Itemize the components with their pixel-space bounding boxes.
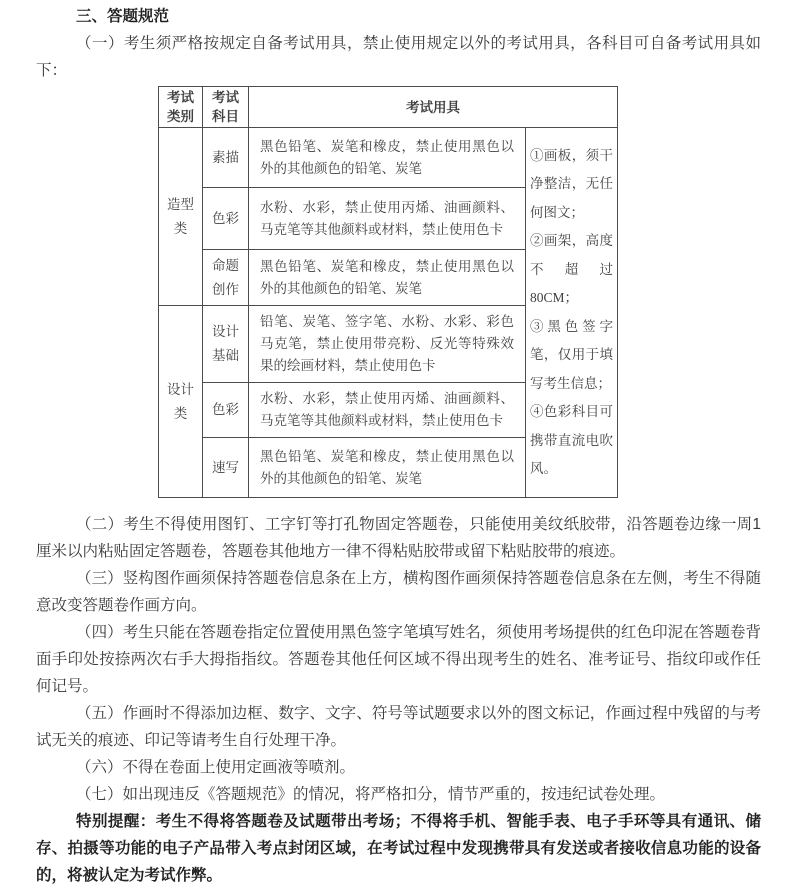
- paragraph-5: （五）作画时不得添加边框、数字、文字、符号等试题要求以外的图文标记，作画过程中残留的与考试无关的痕迹、印记等请考生自行处理干净。: [36, 705, 761, 749]
- tools-design-basics: 铅笔、炭笔、签字笔、水粉、水彩、彩色马克笔，禁止使用带亮粉、反光等特殊效果的绘画材料，禁止使用色卡: [249, 306, 526, 383]
- note-2: ②画架，高度不超过80CM；: [530, 233, 613, 305]
- note-3: ③黑色签字笔，仅用于填写考生信息；: [530, 318, 613, 391]
- tools-sketch: 黑色铅笔、炭笔和橡皮，禁止使用黑色以外的其他颜色的铅笔、炭笔: [249, 128, 526, 188]
- subject-color-design: 色彩: [203, 383, 249, 438]
- paragraph-3: （三）竖构图作画须保持答题卷信息条在上方，横构图作画须保持答题卷信息条在左侧，考生不得随意改变答题卷作画方向。: [36, 570, 761, 614]
- paragraph-1: （一）考生须严格按规定自备考试用具，禁止使用规定以外的考试用具，各科目可自备考试用具如下：: [36, 35, 761, 79]
- header-exam-category: 考试类别: [159, 87, 203, 128]
- subject-sketch: 素描: [203, 128, 249, 188]
- header-exam-subject: 考试科目: [203, 87, 249, 128]
- section-title: 三、答题规范: [76, 8, 170, 25]
- note-4: ④色彩科目可携带直流电吹风。: [530, 404, 613, 476]
- paragraph-6: （六）不得在卷面上使用定画液等喷剂。: [76, 759, 356, 776]
- tools-color-design: 水粉、水彩，禁止使用丙烯、油画颜料、马克笔等其他颜料或材料，禁止使用色卡: [249, 383, 526, 438]
- subject-color-modeling: 色彩: [203, 188, 249, 250]
- exam-tools-table: [158, 86, 618, 498]
- category-design: 设计类: [159, 306, 203, 498]
- note-1: ①画板，须干净整洁，无任何图文；: [530, 147, 613, 220]
- paragraph-2: （二）考生不得使用图钉、工字钉等打孔物固定答题卷，只能使用美纹纸胶带，沿答题卷边缘一周1厘米以内粘贴固定答题卷，答题卷其他地方一律不得粘贴胶带或留下粘贴胶带的痕迹。: [36, 516, 761, 560]
- category-modeling: 造型类: [159, 128, 203, 306]
- paragraph-7: （七）如出现违反《答题规范》的情况，将严格扣分，情节严重的，按违纪试卷处理。: [76, 786, 666, 803]
- subject-quick-sketch: 速写: [203, 438, 249, 498]
- exam-tools-table-wrap: [158, 86, 761, 498]
- tools-themed-creation: 黑色铅笔、炭笔和橡皮，禁止使用黑色以外的其他颜色的铅笔、炭笔: [249, 250, 526, 306]
- tools-quick-sketch: 黑色铅笔、炭笔和橡皮，禁止使用黑色以外的其他颜色的铅笔、炭笔: [249, 438, 526, 498]
- table-header-row: [159, 87, 618, 128]
- tools-color-modeling: 水粉、水彩，禁止使用丙烯、油画颜料、马克笔等其他颜料或材料，禁止使用色卡: [249, 188, 526, 250]
- tools-notes-cell: [526, 128, 618, 498]
- special-reminder: 特别提醒：考生不得将答题卷及试题带出考场；不得将手机、智能手表、电子手环等具有通讯、储存、拍摄等功能的电子产品带入考点封闭区域，在考试过程中发现携带具有发送或者接收信息功能的设备的，将被认定为考试作弊。: [36, 813, 761, 884]
- table-row: [159, 128, 618, 188]
- header-exam-tools: 考试用具: [249, 87, 618, 128]
- paragraph-4: （四）考生只能在答题卷指定位置使用黑色签字笔填写姓名，须使用考场提供的红色印泥在答题卷背面手印处按捺两次右手大拇指指纹。答题卷其他任何区域不得出现考生的姓名、准考证号、指纹印或作任何记号。: [36, 624, 761, 695]
- subject-themed-creation: 命题创作: [203, 250, 249, 306]
- subject-design-basics: 设计基础: [203, 306, 249, 383]
